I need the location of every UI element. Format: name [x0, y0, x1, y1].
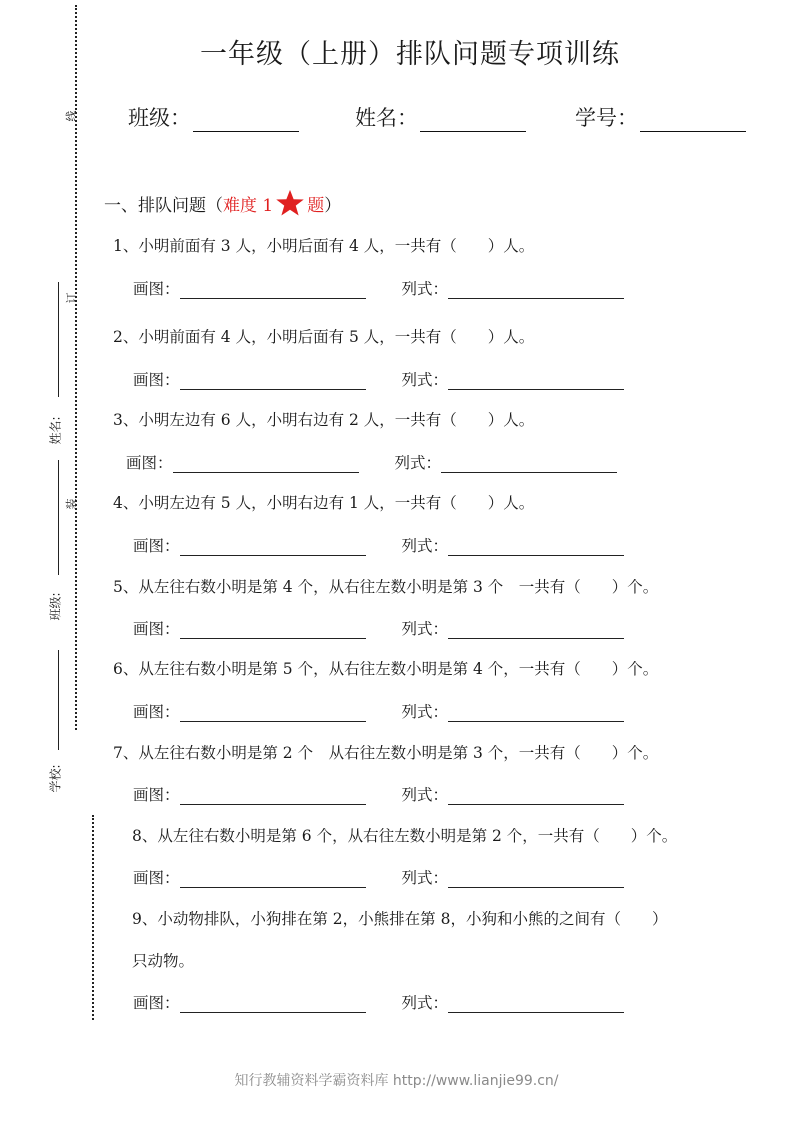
draw-answer-line[interactable]: [180, 539, 366, 556]
side-rule-3: [58, 650, 59, 750]
draw-label: 画图：: [133, 371, 180, 389]
footer-watermark: 知行教辅资料学霸资料库 http://www.lianjie99.cn/: [234, 1073, 559, 1089]
question-5: 5、从左往右数小明是第 4 个，从右往左数小明是第 3 个 一共有（ ）个。: [113, 578, 659, 596]
formula-label: 列式：: [401, 994, 449, 1012]
draw-label: 画图：: [133, 280, 180, 298]
draw-answer-line[interactable]: [180, 871, 366, 888]
draw-answer-line[interactable]: [180, 705, 366, 722]
side-rule-2: [58, 460, 59, 575]
class-label: 班级：: [128, 106, 191, 130]
formula-label: 列式：: [401, 703, 449, 721]
number-field: [575, 102, 746, 132]
binding-staple-char: 订: [65, 292, 78, 304]
binding-line-char: 线: [65, 110, 78, 122]
work-row-6: [133, 700, 624, 722]
question-9-continued: 只动物。: [132, 952, 195, 970]
name-input-line[interactable]: [420, 109, 526, 132]
formula-label: 列式：: [401, 786, 449, 804]
page-title: 一年级（上册）排队问题专项训练: [200, 39, 620, 70]
formula-label: 列式：: [394, 454, 442, 472]
side-name-label: 姓名:: [48, 416, 63, 445]
section-title: 一、排队问题（: [104, 195, 223, 216]
work-row-7: [133, 783, 624, 805]
draw-label: 画图：: [126, 454, 173, 472]
work-row-2: [133, 368, 624, 390]
number-input-line[interactable]: [640, 109, 746, 132]
question-8: 8、从左往右数小明是第 6 个，从右往左数小明是第 2 个，一共有（ ）个。: [132, 827, 678, 845]
draw-answer-line[interactable]: [180, 996, 366, 1013]
work-row-3: [126, 451, 617, 473]
draw-label: 画图：: [133, 869, 180, 887]
formula-answer-line[interactable]: [441, 456, 617, 473]
question-3: 3、小明左边有 6 人，小明右边有 2 人，一共有（ ）人。: [113, 411, 535, 429]
work-row-5: [133, 617, 624, 639]
class-input-line[interactable]: [193, 109, 299, 132]
number-label: 学号：: [575, 106, 638, 130]
work-row-1: [133, 277, 624, 299]
question-4: 4、小明左边有 5 人，小明右边有 1 人，一共有（ ）人。: [113, 494, 535, 512]
draw-answer-line[interactable]: [180, 282, 366, 299]
draw-answer-line[interactable]: [180, 622, 366, 639]
side-class-label: 班级:: [48, 592, 63, 621]
binding-bind-char: 装: [65, 498, 78, 510]
formula-answer-line[interactable]: [448, 705, 624, 722]
formula-answer-line[interactable]: [448, 622, 624, 639]
name-field: [355, 102, 526, 132]
question-2: 2、小明前面有 4 人，小明后面有 5 人，一共有（ ）人。: [113, 328, 535, 346]
draw-label: 画图：: [133, 994, 180, 1012]
draw-answer-line[interactable]: [180, 788, 366, 805]
draw-answer-line[interactable]: [180, 373, 366, 390]
work-row-9: [133, 991, 624, 1013]
work-row-8: [133, 866, 624, 888]
draw-label: 画图：: [133, 786, 180, 804]
section-heading: [104, 188, 341, 218]
question-1: 1、小明前面有 3 人，小明后面有 4 人，一共有（ ）人。: [113, 237, 535, 255]
formula-answer-line[interactable]: [448, 373, 624, 390]
formula-answer-line[interactable]: [448, 871, 624, 888]
draw-label: 画图：: [133, 703, 180, 721]
side-rule-1: [58, 282, 59, 397]
formula-label: 列式：: [401, 280, 449, 298]
formula-label: 列式：: [401, 620, 449, 638]
question-9: 9、小动物排队，小狗排在第 2，小熊排在第 8，小狗和小熊的之间有（ ）: [132, 910, 668, 928]
formula-answer-line[interactable]: [448, 788, 624, 805]
binding-dotted-line-lower: [92, 815, 94, 1020]
draw-answer-line[interactable]: [173, 456, 359, 473]
question-6: 6、从左往右数小明是第 5 个，从右往左数小明是第 4 个，一共有（ ）个。: [113, 660, 659, 678]
draw-label: 画图：: [133, 537, 180, 555]
side-school-label: 学校:: [48, 764, 63, 793]
difficulty-end: 题: [307, 195, 325, 216]
section-close: ）: [324, 195, 342, 216]
draw-label: 画图：: [133, 620, 180, 638]
work-row-4: [133, 534, 624, 556]
question-7: 7、从左往右数小明是第 2 个 从右往左数小明是第 3 个，一共有（ ）个。: [113, 744, 659, 762]
name-label: 姓名：: [355, 106, 418, 130]
formula-answer-line[interactable]: [448, 282, 624, 299]
formula-label: 列式：: [401, 869, 449, 887]
class-field: [128, 102, 299, 132]
formula-answer-line[interactable]: [448, 539, 624, 556]
formula-label: 列式：: [401, 537, 449, 555]
formula-answer-line[interactable]: [448, 996, 624, 1013]
formula-label: 列式：: [401, 371, 449, 389]
star-icon: [275, 188, 305, 218]
difficulty-label: 难度 1: [223, 195, 274, 216]
